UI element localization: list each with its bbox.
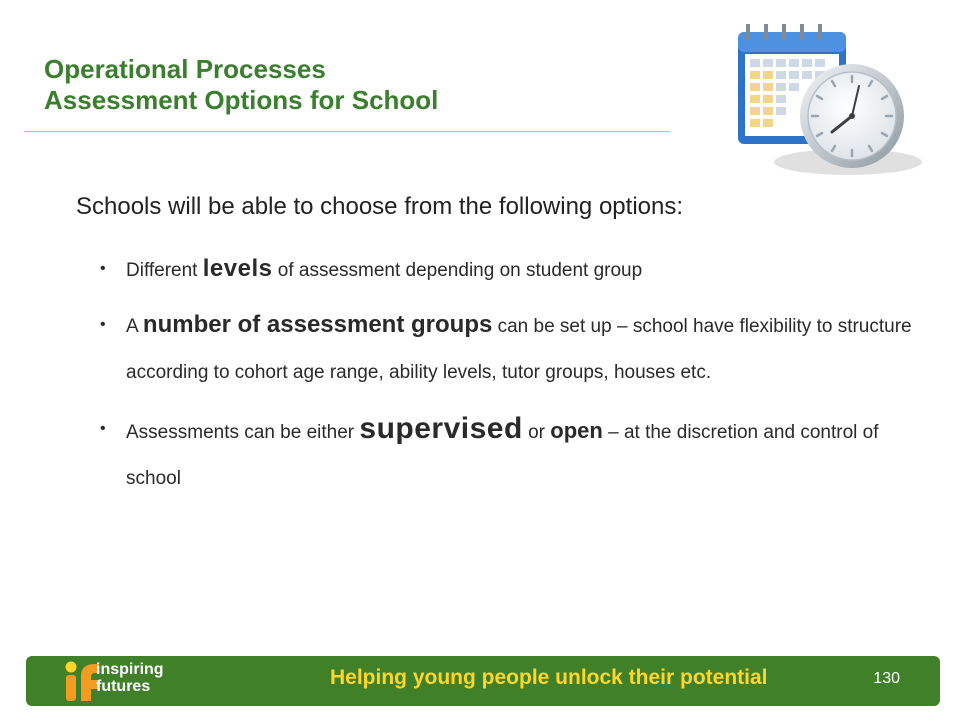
title-line-2: Assessment Options for School [44, 85, 439, 115]
tagline: Helping young people unlock their potential [330, 666, 768, 689]
slide-title [44, 54, 438, 116]
title-line-1: Operational Processes [44, 54, 326, 84]
bullet-text: A [126, 316, 143, 337]
list-item [100, 246, 920, 294]
bullet-icon: • [100, 420, 106, 437]
logo-line-1: inspiring [96, 661, 164, 678]
bullet-icon: • [100, 316, 106, 333]
bullet-text: or [522, 422, 551, 443]
bullet-emphasis: supervised [359, 412, 523, 445]
bullet-text: can be set up – school have flexibility to structure according to cohort age range, ability levels, tutor groups, houses etc. [126, 316, 912, 383]
title-divider [24, 131, 670, 132]
page-number: 130 [873, 670, 900, 687]
bullet-emphasis: open [550, 418, 603, 443]
list-item [100, 406, 920, 502]
options-list [100, 246, 920, 502]
bullet-text: – at the discretion and control of school [126, 422, 879, 489]
list-item [100, 302, 920, 396]
bullet-emphasis: levels [202, 255, 273, 282]
logo-line-2: futures [96, 678, 151, 695]
bullet-emphasis: number of assessment groups [142, 311, 493, 338]
footer-bar [26, 656, 940, 706]
bullet-icon: • [100, 260, 106, 277]
intro-text: Schools will be able to choose from the following options: [76, 193, 684, 220]
bullet-text: Assessments can be either [126, 422, 360, 443]
bullet-text: of assessment depending on student group [272, 260, 643, 281]
bullet-text: Different [126, 260, 203, 281]
logo-wordmark [96, 661, 164, 695]
calendar-clock-icon [728, 24, 924, 180]
